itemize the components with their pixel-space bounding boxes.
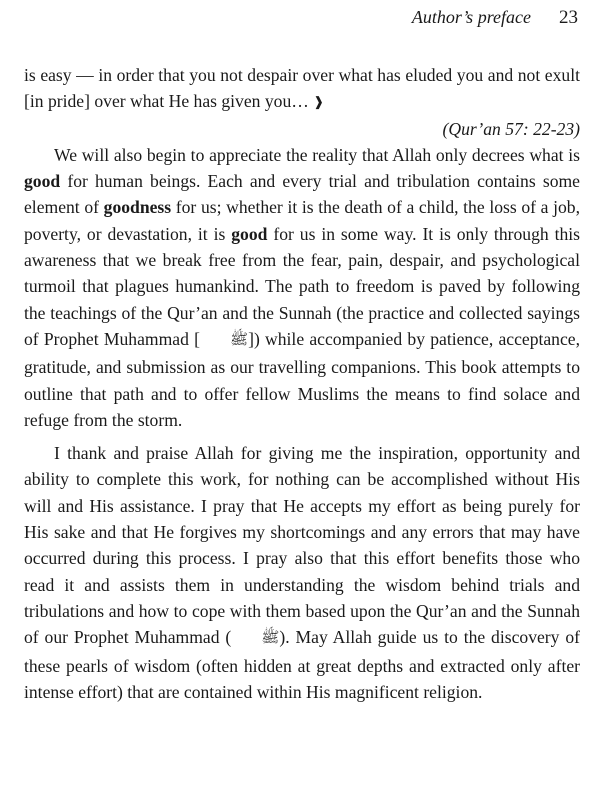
honorific-glyph-2: ﷺ [261, 630, 280, 647]
running-title: Author’s preface [411, 7, 531, 27]
emphasis-good-1: good [24, 171, 61, 192]
paragraph-2-text-a: I thank and praise Allah for giving me the inspiration, opportunity and ability to complete this work, for nothing can be accomplished without His will and His assistance. I pray that He accepts my effort as being purely for His sake and that He forgives my shortcomings and any errors that may have occurred during this process. I pray also that this effort benefits those who read it and assists them in understanding the wisdom behind trials and tribulations and how to cope with them based upon the Qur’an and the Sunnah of our Prophet Muhammad ( [24, 443, 580, 648]
quote-text [24, 62, 580, 116]
paragraph-1-text-h: ]) while accompanied by patience, acceptance, gratitude, and submission as our travelling companions. This book attempts to outline that path and to offer fellow Muslims the means to find solace and refuge from the storm. [24, 328, 580, 430]
quote-body: is easy — in order that you not despair over what has eluded you and not exult [in pride] over what He has given you… [24, 65, 580, 112]
quote-citation: (Qur’an 57: 22-23) [442, 118, 580, 139]
paragraph-1-text-c: for human beings. Each and every trial and tribulation contains some element of [24, 171, 580, 218]
paragraph-2 [24, 440, 580, 705]
paragraph-1-text-a: We will also begin to appreciate the reality that Allah only decrees what is [54, 144, 580, 165]
emphasis-good-2: good [231, 223, 268, 244]
paragraph-1-text-g: for us in some way. It is only through this awareness that we break free from the fear, pain, despair, and psychological turmoil that plagues humankind. The path to freedom is paved by following the teachings of the Qur’an and the Sunnah (the practice and collected sayings of Prophet Muhammad [ [24, 223, 580, 349]
paragraph-1 [24, 142, 580, 433]
quote-end-mark: ❱ [313, 94, 325, 110]
honorific-glyph-1: ﷺ [229, 331, 249, 348]
page-number: 23 [559, 7, 578, 28]
running-header [412, 7, 578, 29]
emphasis-goodness: goodness [103, 197, 172, 218]
paragraph-2-text-b: ). May Allah guide us to the discovery of these pearls of wisdom (often hidden at great depths and extracted only after intense effort) that are contained within His magnificent religion. [24, 627, 580, 702]
paragraph-1-text-e: for us; whether it is the death of a child, the loss of a job, poverty, or devastation, it is [24, 197, 580, 244]
body-text [24, 62, 580, 705]
